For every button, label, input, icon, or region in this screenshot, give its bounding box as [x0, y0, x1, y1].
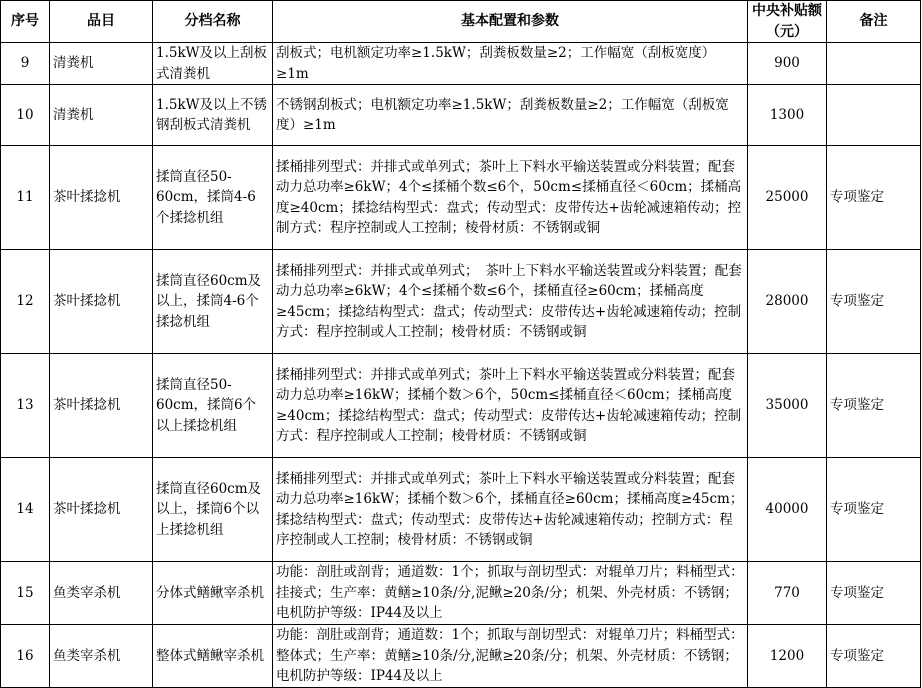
header-subsidy: 中央补贴额（元） [748, 1, 827, 43]
row-no: 9 [1, 43, 50, 85]
row-item: 鱼类宰杀机 [50, 625, 153, 688]
table-row [1, 146, 921, 250]
row-grade: 揉筒直径50-60cm，揉筒6个以上揉捻机组 [153, 354, 273, 458]
header-spec: 基本配置和参数 [273, 1, 748, 43]
row-no: 14 [1, 458, 50, 562]
row-grade: 1.5kW及以上不锈钢刮板式清粪机 [153, 85, 273, 146]
row-grade: 1.5kW及以上刮板式清粪机 [153, 43, 273, 85]
header-note: 备注 [827, 1, 921, 43]
table-row [1, 458, 921, 562]
row-no: 16 [1, 625, 50, 688]
row-spec: 揉桶排列型式：并排式或单列式； 茶叶上下料水平输送装置或分料装置；配套动力总功率≥6kW；4个≤揉桶个数≤6个，揉桶直径≥60cm；揉桶高度≥45cm；揉捻结构型式：盘式；传动型式：皮带传达+齿轮减速箱传动；控制方式：程序控制或人工控制；棱骨材质：不锈钢或铜 [273, 250, 748, 354]
header-row [1, 1, 921, 43]
row-item: 鱼类宰杀机 [50, 562, 153, 625]
row-no: 13 [1, 354, 50, 458]
row-subsidy: 25000 [748, 146, 827, 250]
row-grade: 分体式鳝鳅宰杀机 [153, 562, 273, 625]
row-note: 专项鉴定 [827, 458, 921, 562]
row-item: 清粪机 [50, 43, 153, 85]
row-grade: 揉筒直径50-60cm，揉筒4-6个揉捻机组 [153, 146, 273, 250]
row-item: 茶叶揉捻机 [50, 250, 153, 354]
row-spec: 揉桶排列型式：并排式或单列式；茶叶上下料水平输送装置或分料装置；配套动力总功率≥16kW；揉桶个数＞6个，揉桶直径≥60cm；揉桶高度≥45cm；揉捻结构型式：盘式；传动型式：皮带传达+齿轮减速箱传动；控制方式：程序控制或人工控制；棱骨材质：不锈钢或铜 [273, 458, 748, 562]
row-no: 15 [1, 562, 50, 625]
table-row [1, 562, 921, 625]
row-note: 专项鉴定 [827, 562, 921, 625]
row-note: 专项鉴定 [827, 146, 921, 250]
row-spec: 不锈钢刮板式；电机额定功率≥1.5kW；刮粪板数量≥2；工作幅宽（刮板宽度）≥1m [273, 85, 748, 146]
row-note [827, 85, 921, 146]
row-spec: 刮板式；电机额定功率≥1.5kW；刮粪板数量≥2；工作幅宽（刮板宽度）≥1m [273, 43, 748, 85]
row-no: 12 [1, 250, 50, 354]
row-grade: 整体式鳝鳅宰杀机 [153, 625, 273, 688]
row-subsidy: 40000 [748, 458, 827, 562]
row-note: 专项鉴定 [827, 625, 921, 688]
row-item: 茶叶揉捻机 [50, 146, 153, 250]
row-subsidy: 1300 [748, 85, 827, 146]
header-no: 序号 [1, 1, 50, 43]
row-spec: 揉桶排列型式：并排式或单列式；茶叶上下料水平输送装置或分料装置；配套动力总功率≥16kW；揉桶个数＞6个，50cm≤揉桶直径＜60cm；揉桶高度≥40cm；揉捻结构型式：盘式；传动型式：皮带传达+齿轮减速箱传动；控制方式：程序控制或人工控制；棱骨材质：不锈钢或铜 [273, 354, 748, 458]
row-grade: 揉筒直径60cm及以上，揉筒6个以上揉捻机组 [153, 458, 273, 562]
row-note: 专项鉴定 [827, 354, 921, 458]
row-no: 11 [1, 146, 50, 250]
table-row [1, 625, 921, 688]
row-subsidy: 770 [748, 562, 827, 625]
row-grade: 揉筒直径60cm及以上，揉筒4-6个揉捻机组 [153, 250, 273, 354]
row-spec: 揉桶排列型式：并排式或单列式；茶叶上下料水平输送装置或分料装置；配套动力总功率≥6kW；4个≤揉桶个数≤6个，50cm≤揉桶直径＜60cm；揉桶高度≥40cm；揉捻结构型式：盘式；传动型式：皮带传达+齿轮减速箱传动；控制方式：程序控制或人工控制；棱骨材质：不锈钢或铜 [273, 146, 748, 250]
row-subsidy: 1200 [748, 625, 827, 688]
table-row [1, 43, 921, 85]
row-note [827, 43, 921, 85]
row-spec: 功能：剖肚或剖背；通道数：1个；抓取与剖切型式：对辊单刀片；料桶型式：挂接式；生产率：黄鳝≥10条/分,泥鳅≥20条/分；机架、外壳材质：不锈钢；电机防护等级：IP44及以上 [273, 562, 748, 625]
row-note: 专项鉴定 [827, 250, 921, 354]
table-row [1, 85, 921, 146]
row-subsidy: 35000 [748, 354, 827, 458]
row-item: 茶叶揉捻机 [50, 354, 153, 458]
row-subsidy: 900 [748, 43, 827, 85]
row-item: 清粪机 [50, 85, 153, 146]
table-row [1, 354, 921, 458]
row-no: 10 [1, 85, 50, 146]
header-item: 品目 [50, 1, 153, 43]
row-subsidy: 28000 [748, 250, 827, 354]
header-grade: 分档名称 [153, 1, 273, 43]
row-item: 茶叶揉捻机 [50, 458, 153, 562]
row-spec: 功能：剖肚或剖背；通道数：1个；抓取与剖切型式：对辊单刀片；料桶型式：整体式；生产率：黄鳝≥10条/分,泥鳅≥20条/分；机架、外壳材质：不锈钢；电机防护等级：IP44及以上 [273, 625, 748, 688]
table-row [1, 250, 921, 354]
